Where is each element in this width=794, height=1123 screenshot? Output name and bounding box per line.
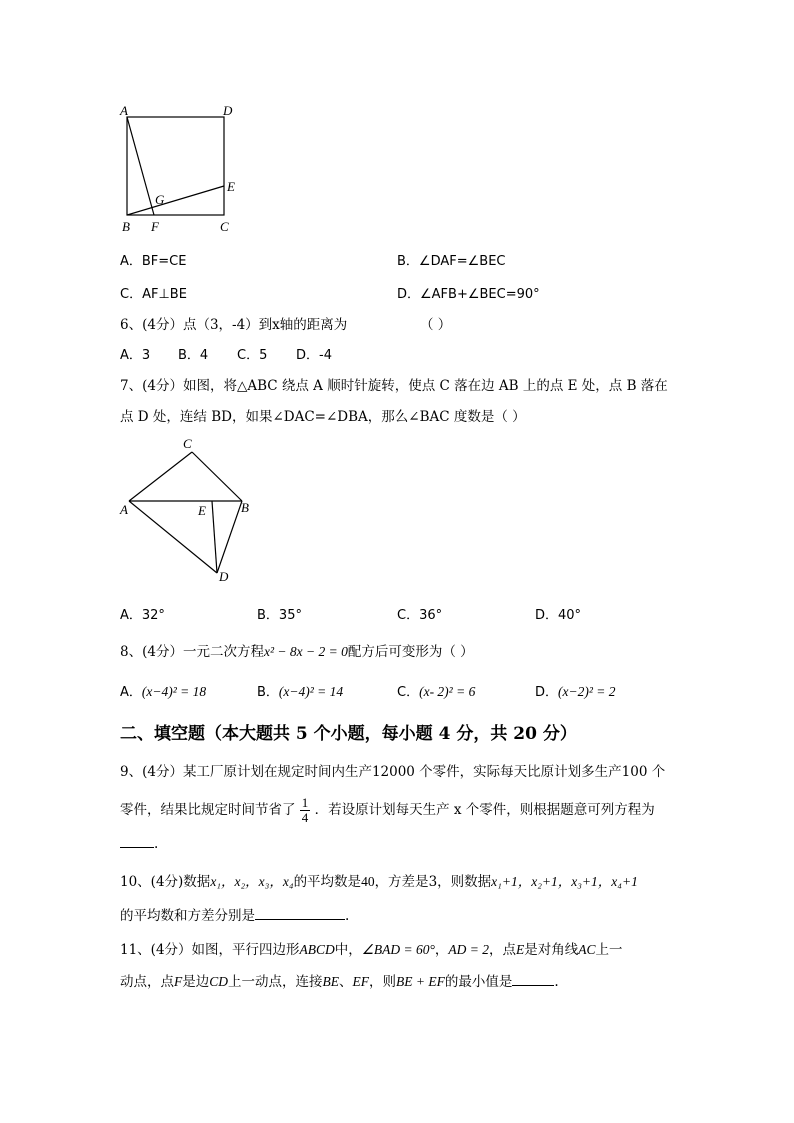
q5-option-b[interactable]: B．∠DAF=∠BEC: [397, 254, 506, 269]
section-2-heading: 二、填空题（本大题共 5 个小题，每小题 4 分，共 20 分）: [120, 724, 577, 744]
q7-option-a[interactable]: A．32°: [120, 608, 165, 623]
label-E: E: [227, 179, 235, 194]
q10-end: .: [345, 908, 350, 924]
q11-ad: AD = 2: [448, 942, 490, 957]
label-A: A: [120, 103, 128, 118]
q11-l1c: ，: [434, 942, 449, 958]
q11-l1e: 是对角线: [524, 942, 579, 958]
q8-question: [120, 640, 474, 660]
q5-option-d[interactable]: D．∠AFB+∠BEC=90°: [397, 287, 540, 302]
q11-l2b: 是边: [182, 974, 210, 990]
q7-label-C: C: [183, 436, 192, 451]
q11-l1d: ，点: [489, 942, 517, 958]
q7-label-A: A: [120, 502, 128, 517]
q8-option-a-label: A．: [120, 685, 142, 700]
q10-prefix: 10、(4分)数据: [120, 874, 211, 890]
q7-option-b[interactable]: B．35°: [257, 608, 302, 623]
label-B: B: [122, 219, 130, 234]
q11-l1b: 中，: [334, 942, 362, 958]
figure-square: [110, 100, 250, 235]
q9-line2-post: ．若设原计划每天生产 x 个零件，则根据题意可列方程为: [314, 802, 655, 818]
segment-be: [127, 186, 224, 215]
q8-option-a[interactable]: [120, 681, 206, 700]
q8-option-c-expr: (x- 2)² = 6: [419, 684, 476, 699]
segment-ed: [212, 501, 217, 573]
q11-ef: EF: [352, 974, 370, 989]
q10-line2: [120, 904, 349, 924]
q6-option-c[interactable]: C．5: [237, 348, 268, 363]
segment-cb: [192, 452, 242, 501]
q8-option-b[interactable]: [257, 681, 343, 700]
q9-end: .: [154, 836, 159, 852]
q11-ac: AC: [578, 942, 596, 957]
q9-line2-pre: 零件，结果比规定时间节省了: [120, 802, 296, 818]
q7-line2: 点 D 处，连结 BD，如果∠DAC=∠DBA，那么∠BAC 度数是（ ）: [120, 409, 526, 425]
q8-option-d[interactable]: [535, 681, 616, 700]
q11-angle: ∠BAD = 60°: [361, 942, 435, 957]
q11-blank[interactable]: [512, 971, 554, 986]
q10-blank[interactable]: [255, 905, 345, 920]
q10-line1: [120, 870, 638, 890]
q10-mid2: ，方差是: [374, 874, 429, 890]
q11-f: F: [174, 974, 183, 989]
q10-mid1: 的平均数是: [293, 874, 362, 890]
q8-equation: x² − 8x − 2 = 0: [263, 644, 348, 659]
segment-bd: [217, 501, 242, 573]
q7-option-d[interactable]: D．40°: [535, 608, 582, 623]
q11-be: BE: [322, 974, 340, 989]
q9-line2: [120, 796, 655, 825]
q6-option-a[interactable]: A．3: [120, 348, 151, 363]
q11-e: E: [516, 942, 525, 957]
q7-option-c[interactable]: C．36°: [397, 608, 443, 623]
q8-option-a-expr: (x−4)² = 18: [141, 684, 207, 699]
q7-label-E: E: [198, 503, 206, 518]
q11-l2a: 动点，点: [120, 974, 174, 990]
q10-vars: x₁，x₂，x₃，x₄: [210, 874, 294, 889]
q9-line1: 9、(4分）某工厂原计划在规定时间内生产12000 个零件，实际每天比原计划多生产100 个: [120, 764, 666, 780]
q11-abcd: ABCD: [299, 942, 335, 957]
q9-blank[interactable]: [120, 833, 154, 848]
q9-fraction: [300, 796, 311, 825]
q11-l1a: 11、(4分）如图，平行四边形: [120, 942, 300, 958]
q7-label-B: B: [241, 500, 249, 515]
q11-line1: [120, 938, 623, 958]
q10-line2-text: 的平均数和方差分别是: [120, 908, 255, 924]
q8-option-c-label: C．: [397, 685, 420, 700]
q11-l2e: ，则: [369, 974, 397, 990]
q8-suffix: 配方后可变形为（ ）: [347, 644, 474, 660]
q11-l2d: 、: [339, 974, 353, 990]
q8-option-b-label: B．: [257, 685, 279, 700]
q6-option-b[interactable]: B．4: [178, 348, 209, 363]
q6-text: 6、(4分）点（3，-4）到x轴的距离为: [120, 317, 348, 333]
q11-l2f: 的最小值是: [444, 974, 513, 990]
figure-rotation: [115, 440, 260, 585]
q5-option-c[interactable]: C．AF⊥BE: [120, 287, 187, 302]
q8-option-c[interactable]: [397, 681, 475, 700]
q7-label-D: D: [219, 569, 229, 584]
q6-paren: （ ）: [420, 317, 452, 333]
segment-af: [127, 117, 154, 215]
q7-line1: 7、(4分）如图，将△ABC 绕点 A 顺时针旋转，使点 C 落在边 AB 上的点 E 处，点 B 落在: [120, 378, 668, 394]
q8-option-d-expr: (x−2)² = 2: [558, 684, 616, 699]
q8-prefix: 8、(4分）一元二次方程: [120, 644, 264, 660]
q9-frac-num: 1: [301, 795, 309, 810]
q10-mean: 40: [361, 874, 375, 889]
q6-option-d[interactable]: D．-4: [296, 348, 332, 363]
segment-ac: [129, 452, 192, 501]
q11-end: .: [554, 974, 559, 990]
q11-sum: BE + EF: [396, 974, 445, 989]
label-G: G: [155, 192, 165, 207]
label-C: C: [220, 219, 229, 234]
q11-line2: [120, 970, 559, 990]
q11-cd: CD: [209, 974, 229, 989]
label-F: F: [151, 219, 159, 234]
q9-frac-den: 4: [301, 810, 309, 825]
q10-variance: 3: [428, 874, 438, 890]
q11-l1f: 上一: [595, 942, 623, 958]
q9-answer-line[interactable]: [120, 833, 158, 852]
q10-mid3: ，则数据: [437, 874, 492, 890]
label-D: D: [223, 103, 233, 118]
q5-option-a[interactable]: A．BF=CE: [120, 254, 187, 269]
q8-option-b-expr: (x−4)² = 14: [278, 684, 344, 699]
q11-l2c: 上一动点，连接: [228, 974, 323, 990]
q8-option-d-label: D．: [535, 685, 559, 700]
q10-new-vars: x₁+1，x₂+1，x₃+1，x₄+1: [491, 874, 638, 889]
